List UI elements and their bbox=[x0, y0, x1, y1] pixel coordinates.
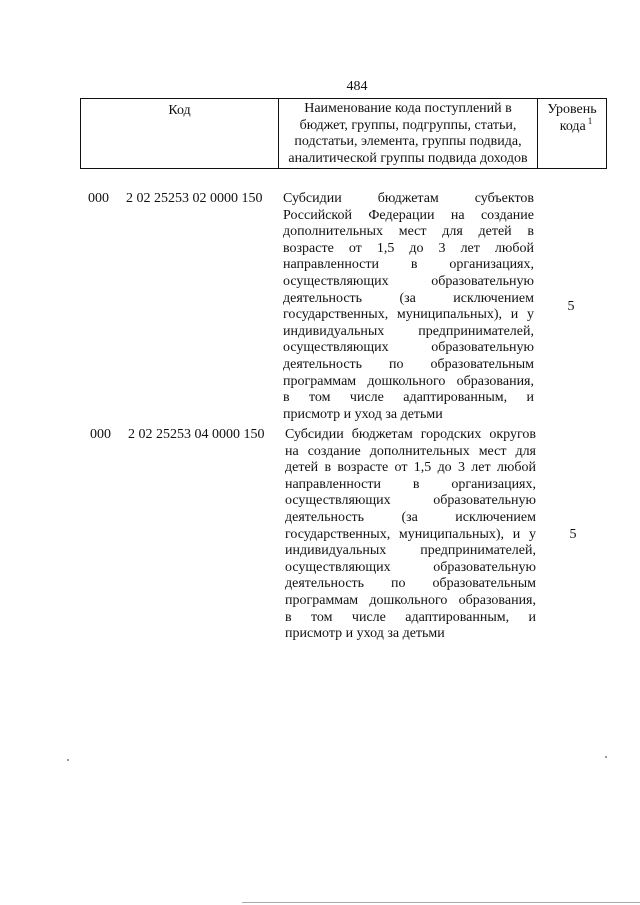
description-line: в том числе адаптированным, и bbox=[285, 609, 536, 625]
row-code-prefix: 000 bbox=[88, 191, 109, 206]
table-header bbox=[80, 98, 607, 169]
description-line: детей в возрасте от 1,5 до 3 лет любой bbox=[285, 460, 536, 476]
header-name-line: подстатьи, элемента, группы подвида, bbox=[294, 134, 522, 150]
description-line: на создание дополнительных мест для bbox=[285, 443, 536, 459]
row-description bbox=[283, 191, 534, 423]
description-line: осуществляющих образовательную bbox=[285, 493, 536, 509]
header-code-label: Код bbox=[168, 103, 191, 118]
header-level-cell bbox=[538, 99, 606, 135]
row-code-prefix: 000 bbox=[90, 427, 111, 442]
scan-edge-line bbox=[242, 902, 640, 903]
header-name-line: бюджет, группы, подгруппы, статьи, bbox=[299, 117, 517, 133]
description-line: деятельность по образовательным bbox=[283, 356, 534, 372]
footnote-marker: 1 bbox=[587, 116, 593, 127]
description-line: осуществляющих образовательную bbox=[285, 559, 536, 575]
description-line: деятельность по образовательным bbox=[285, 576, 536, 592]
header-name-cell bbox=[279, 99, 537, 167]
description-line: дополнительных мест для детей в bbox=[283, 224, 534, 240]
row-description bbox=[285, 427, 536, 643]
description-line: Субсидии бюджетам городских округов bbox=[285, 427, 536, 442]
table-row bbox=[2, 427, 612, 643]
description-line: индивидуальных предпринимателей, bbox=[283, 323, 534, 339]
description-line: направленности в организациях, bbox=[283, 257, 534, 273]
description-line: программам дошкольного образования, bbox=[285, 592, 536, 608]
description-line: направленности в организациях, bbox=[285, 476, 536, 492]
row-level-value: 5 bbox=[569, 526, 577, 542]
header-level-line: Уровень bbox=[547, 102, 597, 117]
description-line: государственных, муниципальных), и у bbox=[285, 526, 536, 542]
header-name-line: Наименование кода поступлений в bbox=[304, 101, 512, 116]
row-income-code: 2 02 25253 02 0000 150 bbox=[126, 191, 263, 206]
description-line: деятельность (за исключением bbox=[285, 509, 536, 525]
row-income-code: 2 02 25253 04 0000 150 bbox=[128, 427, 265, 442]
description-line: Субсидии бюджетам субъектов bbox=[283, 191, 534, 206]
page-number: 484 bbox=[346, 79, 368, 94]
description-line: осуществляющих образовательную bbox=[283, 340, 534, 356]
description-line: индивидуальных предпринимателей, bbox=[285, 543, 536, 559]
header-name-line: аналитической группы подвида доходов bbox=[288, 150, 528, 166]
description-line: возрасте от 1,5 до 3 лет любой bbox=[283, 240, 534, 256]
description-line: деятельность (за исключением bbox=[283, 290, 534, 306]
scan-speck bbox=[67, 759, 69, 761]
description-line: программам дошкольного образования, bbox=[283, 373, 534, 389]
description-line: присмотр и уход за детьми bbox=[283, 406, 443, 422]
description-line: присмотр и уход за детьми bbox=[285, 626, 445, 642]
description-line: государственных, муниципальных), и у bbox=[283, 307, 534, 323]
header-level-line-with-footnote bbox=[538, 118, 606, 135]
scan-speck bbox=[605, 756, 607, 758]
row-level-cell bbox=[539, 427, 607, 643]
header-code-cell bbox=[81, 99, 278, 119]
row-level-cell bbox=[537, 191, 605, 423]
description-line: в том числе адаптированным, и bbox=[283, 390, 534, 406]
description-line: осуществляющих образовательную bbox=[283, 273, 534, 289]
description-line: Российской Федерации на создание bbox=[283, 207, 534, 223]
table-row bbox=[0, 191, 610, 423]
header-level-line: кода bbox=[559, 119, 586, 134]
row-level-value: 5 bbox=[567, 299, 575, 315]
